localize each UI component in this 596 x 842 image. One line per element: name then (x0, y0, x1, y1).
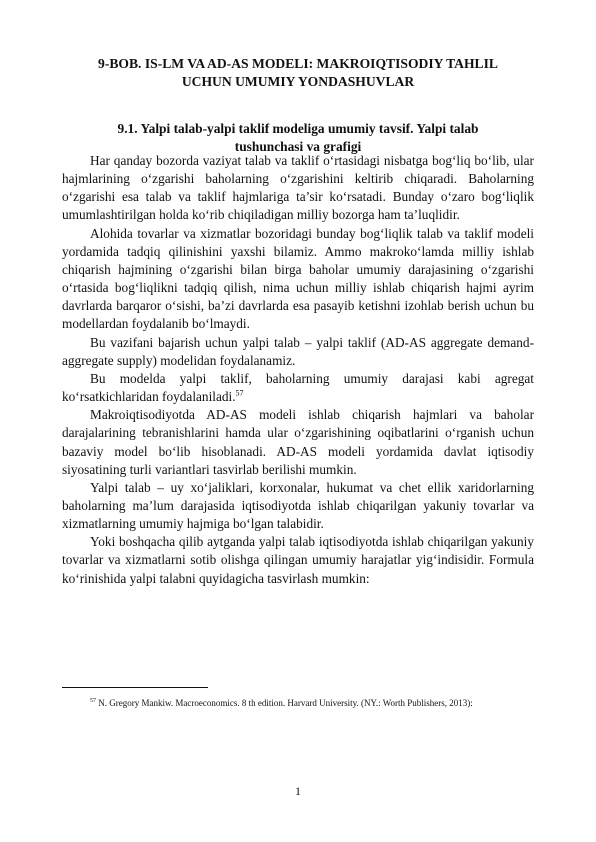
paragraph-5: Makroiqtisodiyotda AD-AS modeli ishlab chiqarish hajmlari va baholar darajalarining tebranishlarini hamda ular o‘zgarishining oqibatlarini o‘rganish uchun bazaviy model bo‘lib hisoblanadi. AD-AS modeli yordamida davlat iqtisodiy siyosatining turli variantlari tasvirlab berilishi mumkin. (62, 407, 534, 477)
paragraph-1: Har qanday bozorda vaziyat talab va taklif o‘rtasidagi nisbatga bog‘liq bo‘lib, ular hajmlarining o‘zgarishi baholarning o‘zgarishini keltirib chiqaradi. Baholarning o‘zgarishi esa talab va taklif hajmlariga ta’sir ko‘rsatadi. Bunday o‘zaro bog‘liqlik umumlashtirilgan holda ko‘rib chiqiladigan milliy bozorga ham ta’luqlidir. (62, 153, 534, 223)
paragraph-2: Alohida tovarlar va xizmatlar bozoridagi bunday bog‘liqlik talab va taklif modeli yordamida tadqiq qilinishini yaxshi bilamiz. Ammo makroko‘lamda milliy ishlab chiqarish hajmining o‘zgarishi bilan birga baholar umumiy darajasining o‘zgarishi o‘rtasida bog‘liqlikni tadqiq qilish, nima uchun milliy ishlab chiqarish hajmi ayrim davrlarda barqaror o‘sishi, ba’zi davrlarda esa pasayib ketishni izohlab berish uchun bu modellardan foydalanib bo‘lmaydi. (62, 225, 534, 332)
page-number: 1 (295, 784, 301, 798)
footnote-text: N. Gregory Mankiw. Macroeconomics. 8 th edition. Harvard University. (NY.: Worth Publishers, 2013): (96, 698, 473, 708)
section-title-line-1: 9.1. Yalpi talab-yalpi taklif modeliga umumiy tavsif. Yalpi talab (117, 121, 479, 136)
chapter-title-line-2: UCHUN UMUMIY YONDASHUVLAR (181, 74, 415, 89)
footnote-separator (62, 687, 208, 688)
section-title (60, 120, 536, 156)
body-text (62, 152, 534, 588)
paragraph-7: Yoki boshqacha qilib aytganda yalpi talab iqtisodiyotda ishlab chiqarilgan yakuniy tovarlar va xizmatlarni sotib olishga qilingan umumiy harajatlar yig‘indisidir. Formula ko‘rinishida yalpi talabni quyidagicha tasvirlash mumkin: (62, 534, 534, 586)
section-title-line-2: tushunchasi va grafigi (234, 139, 362, 154)
chapter-title (60, 55, 536, 91)
paragraph-4-text: Bu modelda yalpi taklif, baholarning umumiy darajasi kabi agregat ko‘rsatkichlaridan foydalaniladi. (62, 370, 534, 405)
chapter-title-line-1: 9-BOB. IS-LM VA AD-AS MODELI: MAKROIQTISODIY TAHLIL (98, 56, 498, 71)
footnote (90, 697, 540, 709)
footnote-number: 57 (90, 698, 96, 704)
paragraph-3: Bu vazifani bajarish uchun yalpi talab – yalpi taklif (AD-AS aggregate demand-aggregate supply) modelidan foydalanamiz. (62, 334, 534, 368)
paragraph-4 (62, 370, 534, 406)
footnote-reference[interactable]: 57 (235, 388, 244, 398)
paragraph-6: Yalpi talab – uy xo‘jaliklari, korxonalar, hukumat va chet ellik xaridorlarning baholarning ma’lum darajasida iqtisodiyotda ishlab chiqarilgan yakuniy tovarlar va xizmatlarning umumiy hajmiga bo‘lgan talabidir. (62, 479, 534, 532)
